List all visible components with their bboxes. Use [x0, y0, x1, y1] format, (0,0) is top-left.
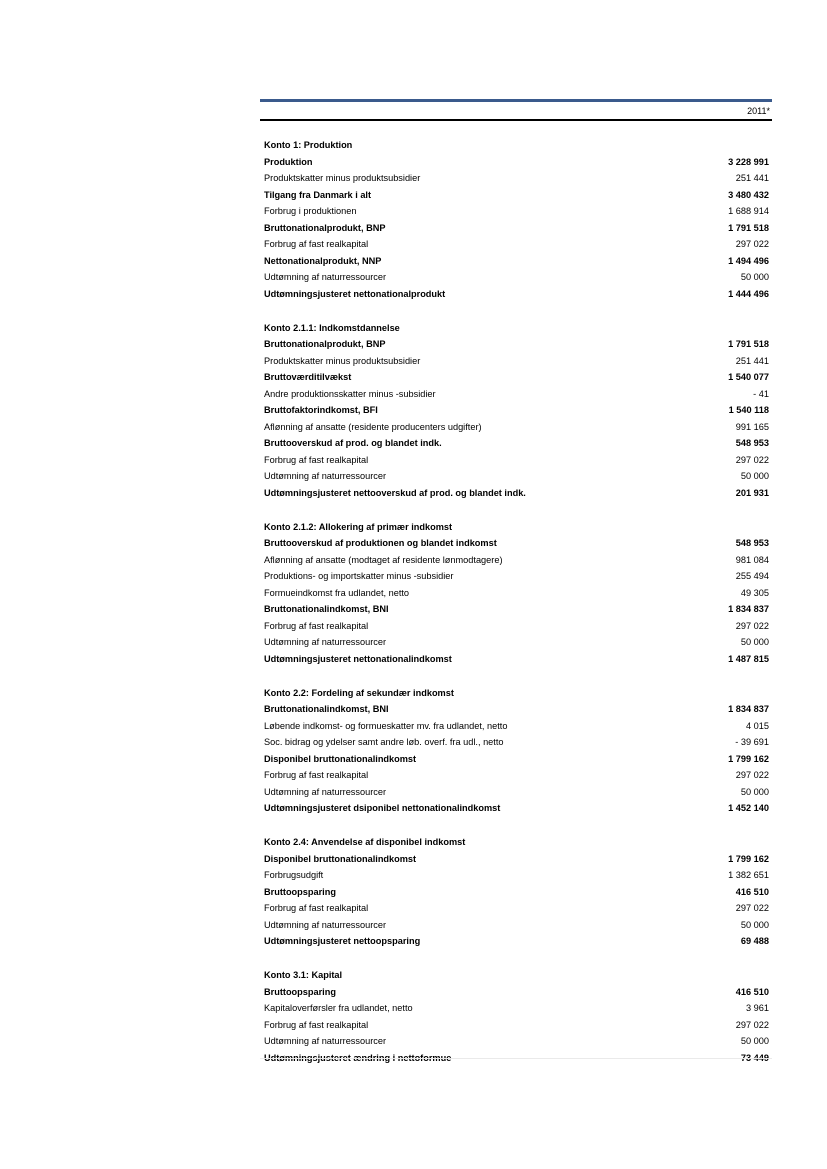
section-title: Konto 2.1.2: Allokering af primær indkomst [264, 521, 453, 532]
row-value: 1 791 518 [728, 339, 769, 349]
table-row [260, 933, 772, 950]
row-value: 981 084 [735, 554, 769, 565]
row-value: 3 480 432 [728, 189, 769, 200]
row-label: Udtømning af naturressourcer [264, 786, 387, 797]
account-section [260, 519, 772, 668]
table-row [260, 618, 772, 635]
table-row [260, 253, 772, 270]
row-value: 50 000 [740, 637, 769, 647]
row-label: Bruttonationalindkomst, BNI [264, 604, 389, 614]
table-row [260, 336, 772, 353]
row-value: 255 494 [735, 571, 769, 581]
row-value: 201 931 [735, 487, 769, 498]
row-label: Soc. bidrag og ydelser samt andre løb. overf. fra udl., netto [264, 737, 504, 747]
table-row [260, 170, 772, 187]
row-label: Bruttonationalprodukt, BNP [264, 222, 386, 233]
table-row [260, 601, 772, 618]
section-title: Konto 3.1: Kapital [264, 970, 343, 980]
row-label: Forbrug af fast realkapital [264, 770, 369, 780]
row-label: Udtømning af naturressourcer [264, 1036, 387, 1046]
accounts-table [260, 99, 772, 1084]
row-label: Udtømningsjusteret dsiponibel nettonationalindkomst [264, 803, 501, 813]
row-value: 416 510 [735, 986, 769, 997]
row-label: Udtømning af naturressourcer [264, 272, 387, 282]
section-title-row [260, 967, 772, 984]
table-row [260, 468, 772, 485]
table-row [260, 751, 772, 768]
row-value: 251 441 [735, 173, 769, 183]
row-label: Bruttonationalindkomst, BNI [264, 704, 389, 714]
row-label: Andre produktionsskatter minus -subsidier [264, 388, 436, 399]
row-value: 1 540 077 [728, 372, 769, 382]
row-label: Bruttoværditilvækst [264, 372, 352, 382]
row-label: Formueindkomst fra udlandet, netto [264, 587, 410, 598]
row-value: 548 953 [735, 538, 769, 548]
row-label: Bruttooverskud af produktionen og blandet indkomst [264, 538, 497, 548]
table-end-rule [260, 1058, 772, 1059]
row-label: Udtømningsjusteret nettonationalprodukt [264, 288, 446, 299]
section-title: Konto 2.4: Anvendelse af disponibel indkomst [264, 837, 466, 847]
table-row [260, 402, 772, 419]
year-label: 2011* [747, 106, 770, 116]
row-value: 297 022 [735, 1019, 769, 1030]
section-title-row [260, 685, 772, 702]
row-label: Forbrug af fast realkapital [264, 1019, 369, 1030]
row-label: Udtømningsjusteret nettonationalindkomst [264, 653, 452, 664]
row-value: 297 022 [735, 903, 769, 913]
row-label: Forbrug af fast realkapital [264, 454, 369, 465]
table-row [260, 800, 772, 817]
table-row [260, 701, 772, 718]
table-row [260, 236, 772, 253]
row-value: 297 022 [735, 239, 769, 249]
row-value: 297 022 [735, 454, 769, 465]
row-label: Udtømning af naturressourcer [264, 919, 387, 930]
row-value: 1 791 518 [728, 222, 769, 233]
table-row [260, 286, 772, 303]
row-label: Produktskatter minus produktsubsidier [264, 173, 421, 183]
row-label: Produktions- og importskatter minus -subsidier [264, 571, 454, 581]
table-row [260, 651, 772, 668]
table-row [260, 634, 772, 651]
row-value: - 39 691 [735, 737, 769, 747]
table-row [260, 435, 772, 452]
row-label: Bruttoopsparing [264, 986, 336, 997]
row-value: 1 799 162 [728, 853, 769, 864]
row-value: 50 000 [740, 1036, 769, 1046]
table-row [260, 220, 772, 237]
row-label: Forbrug af fast realkapital [264, 239, 369, 249]
row-label: Forbrug af fast realkapital [264, 903, 369, 913]
account-section [260, 834, 772, 950]
row-value: 1 688 914 [728, 206, 769, 216]
row-value: 3 228 991 [728, 156, 769, 167]
table-row [260, 1000, 772, 1017]
section-title-row [260, 137, 772, 154]
table-row [260, 585, 772, 602]
row-value: 50 000 [740, 471, 769, 481]
row-label: Disponibel bruttonationalindkomst [264, 853, 417, 864]
table-row [260, 784, 772, 801]
table-row [260, 386, 772, 403]
account-section [260, 320, 772, 502]
table-row [260, 485, 772, 502]
row-value: 297 022 [735, 620, 769, 631]
row-value: 251 441 [735, 355, 769, 366]
row-label: Kapitaloverførsler fra udlandet, netto [264, 1003, 413, 1013]
row-label: Tilgang fra Danmark i alt [264, 189, 372, 200]
row-value: 1 799 162 [728, 753, 769, 764]
row-label: Produktskatter minus produktsubsidier [264, 355, 421, 366]
section-title-row [260, 519, 772, 536]
table-row [260, 419, 772, 436]
row-value: 50 000 [740, 786, 769, 797]
table-row [260, 767, 772, 784]
row-label: Bruttoopsparing [264, 886, 336, 897]
table-row [260, 1017, 772, 1034]
row-label: Nettonationalprodukt, NNP [264, 255, 382, 266]
row-value: 1 487 815 [728, 653, 769, 664]
row-value: 548 953 [735, 438, 769, 448]
table-row [260, 900, 772, 917]
row-label: Disponibel bruttonationalindkomst [264, 753, 417, 764]
table-row [260, 568, 772, 585]
table-row [260, 154, 772, 171]
table-row [260, 984, 772, 1001]
table-row [260, 552, 772, 569]
row-label: Aflønning af ansatte (modtaget af residente lønmodtagere) [264, 554, 503, 565]
table-row [260, 851, 772, 868]
section-title: Konto 2.2: Fordeling af sekundær indkomst [264, 687, 454, 698]
table-row [260, 718, 772, 735]
table-row [260, 369, 772, 386]
table-body [260, 121, 772, 1066]
row-label: Forbrug i produktionen [264, 206, 357, 216]
row-value: - 41 [753, 388, 769, 399]
row-value: 3 961 [746, 1003, 769, 1013]
row-label: Aflønning af ansatte (residente producenters udgifter) [264, 421, 482, 432]
section-title: Konto 1: Produktion [264, 140, 353, 150]
table-row [260, 452, 772, 469]
row-value: 1 452 140 [728, 803, 769, 813]
row-value: 1 494 496 [728, 255, 769, 266]
table-row [260, 1033, 772, 1050]
row-value: 1 834 837 [728, 604, 769, 614]
row-value: 69 488 [740, 936, 769, 946]
row-label: Bruttofaktorindkomst, BFI [264, 405, 378, 415]
account-section [260, 685, 772, 817]
row-label: Produktion [264, 156, 313, 167]
year-header [260, 102, 772, 119]
row-value: 1 834 837 [728, 704, 769, 714]
row-label: Forbrug af fast realkapital [264, 620, 369, 631]
row-value: 1 444 496 [728, 288, 769, 299]
row-label: Forbrugsudgift [264, 870, 324, 880]
row-value: 1 382 651 [728, 870, 769, 880]
row-label: Bruttooverskud af prod. og blandet indk. [264, 438, 442, 448]
table-row [260, 867, 772, 884]
row-value: 50 000 [740, 919, 769, 930]
section-title-row [260, 320, 772, 337]
table-row [260, 734, 772, 751]
table-row [260, 187, 772, 204]
account-section [260, 137, 772, 302]
table-row [260, 269, 772, 286]
row-label: Udtømning af naturressourcer [264, 471, 387, 481]
row-label: Udtømningsjusteret nettooverskud af prod. og blandet indk. [264, 487, 526, 498]
table-row [260, 535, 772, 552]
row-value: 991 165 [735, 421, 769, 432]
row-label: Løbende indkomst- og formueskatter mv. fra udlandet, netto [264, 720, 508, 731]
table-row [260, 917, 772, 934]
row-label: Bruttonationalprodukt, BNP [264, 339, 386, 349]
row-value: 4 015 [746, 720, 769, 731]
table-row [260, 353, 772, 370]
row-label: Udtømningsjusteret nettoopsparing [264, 936, 421, 946]
row-value: 49 305 [740, 587, 769, 598]
row-value: 297 022 [735, 770, 769, 780]
table-row [260, 203, 772, 220]
row-value: 416 510 [735, 886, 769, 897]
row-value: 1 540 118 [728, 405, 769, 415]
section-title: Konto 2.1.1: Indkomstdannelse [264, 322, 400, 333]
table-row [260, 884, 772, 901]
section-title-row [260, 834, 772, 851]
row-value: 50 000 [740, 272, 769, 282]
account-section [260, 967, 772, 1066]
row-label: Udtømning af naturressourcer [264, 637, 387, 647]
